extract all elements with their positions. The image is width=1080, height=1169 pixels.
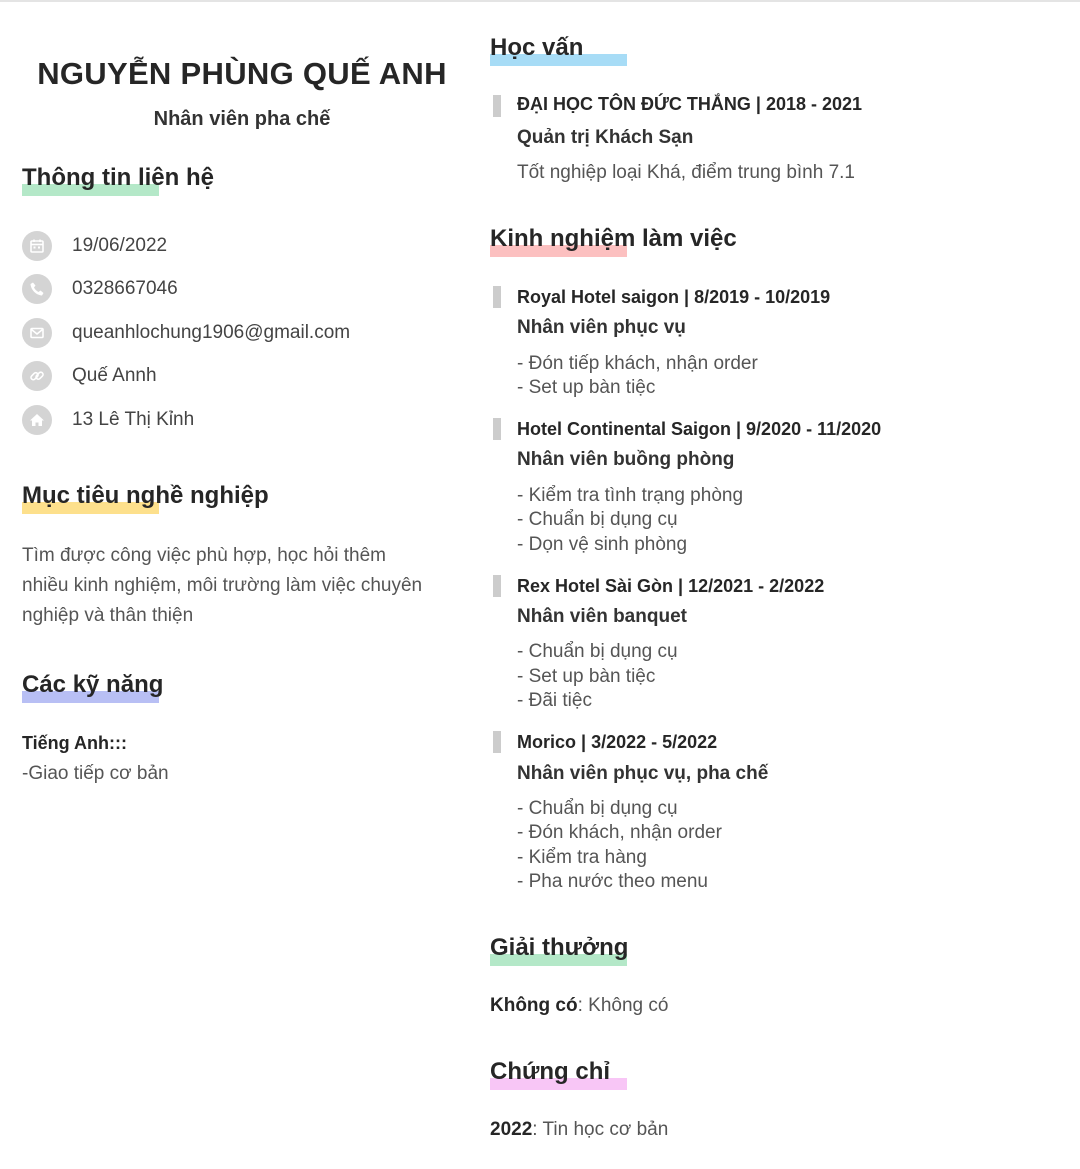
experience-company: Morico | 3/2022 - 5/2022 [517, 732, 718, 752]
certificate-year: 2022 [490, 1119, 533, 1140]
experience-role: Nhân viên banquet [517, 606, 687, 627]
education-school: ĐẠI HỌC TÔN ĐỨC THẮNG | 2018 - 2021 [517, 94, 863, 114]
awards-value: : Không có [577, 995, 669, 1016]
entry-marker [493, 95, 501, 117]
contact-address-row [22, 404, 194, 436]
objective-section-title: Mục tiêu nghề nghiệp [22, 482, 269, 510]
email-icon [22, 318, 52, 348]
experience-duty: - Chuẩn bị dụng cụ [517, 641, 678, 662]
contact-section-title: Thông tin liên hệ [22, 164, 214, 192]
contact-email-row [22, 317, 350, 349]
experience-company: Rex Hotel Sài Gòn | 12/2021 - 2/2022 [517, 576, 825, 596]
objective-line: Tìm được công việc phù hợp, học hỏi thêm [22, 545, 386, 566]
experience-duty: - Đón tiếp khách, nhận order [517, 353, 758, 374]
entry-marker [493, 731, 501, 753]
entry-marker [493, 418, 501, 440]
experience-role: Nhân viên buồng phòng [517, 449, 735, 470]
calendar-icon [22, 231, 52, 261]
education-major: Quản trị Khách Sạn [517, 127, 694, 148]
entry-marker [493, 286, 501, 308]
experience-duty: - Đón khách, nhận order [517, 822, 722, 843]
experience-duty: - Đãi tiệc [517, 690, 592, 711]
certificate-name: : Tin học cơ bản [532, 1119, 669, 1140]
contact-phone: 0328667046 [72, 278, 178, 299]
experience-duty: - Chuẩn bị dụng cụ [517, 798, 678, 819]
experience-duty: - Kiểm tra tình trạng phòng [517, 485, 744, 506]
awards-label: Không có [490, 995, 578, 1016]
objective-line: nghiệp và thân thiện [22, 605, 194, 626]
contact-date: 19/06/2022 [72, 235, 168, 256]
contact-link-row [22, 360, 157, 392]
contact-address: 13 Lê Thị Kỉnh [72, 409, 195, 430]
contact-date-row [22, 230, 167, 262]
experience-duty: - Set up bàn tiệc [517, 666, 656, 687]
home-icon [22, 405, 52, 435]
experience-company: Royal Hotel saigon | 8/2019 - 10/2019 [517, 287, 831, 307]
link-icon [22, 361, 52, 391]
education-note: Tốt nghiệp loại Khá, điểm trung bình 7.1 [517, 162, 856, 183]
phone-icon [22, 274, 52, 304]
awards-entry [490, 995, 668, 1017]
experience-duty: - Chuẩn bị dụng cụ [517, 509, 678, 530]
top-border [0, 0, 1080, 2]
experience-duty: - Set up bàn tiệc [517, 377, 656, 398]
candidate-name: NGUYỄN PHÙNG QUẾ ANH [37, 56, 447, 91]
skills-section-title: Các kỹ năng [22, 671, 163, 699]
experience-duty: - Pha nước theo menu [517, 871, 709, 892]
experience-section-title: Kinh nghiệm làm việc [490, 225, 737, 253]
experience-company: Hotel Continental Saigon | 9/2020 - 11/2020 [517, 419, 882, 439]
contact-email[interactable]: queanhlochung1906@gmail.com [72, 322, 351, 343]
experience-role: Nhân viên phục vụ [517, 317, 686, 338]
objective-line: nhiều kinh nghiệm, môi trường làm việc chuyên [22, 575, 423, 596]
skill-description: -Giao tiếp cơ bản [22, 763, 169, 784]
candidate-position: Nhân viên pha chế [153, 108, 331, 130]
certificates-section-title: Chứng chỉ [490, 1058, 610, 1086]
objective-text [22, 541, 442, 631]
education-section-title: Học vấn [490, 34, 583, 62]
awards-section-title: Giải thưởng [490, 934, 628, 962]
contact-link[interactable]: Quế Annh [72, 365, 157, 386]
contact-phone-row [22, 273, 178, 305]
certificate-entry [490, 1119, 668, 1141]
entry-marker [493, 575, 501, 597]
experience-role: Nhân viên phục vụ, pha chế [517, 763, 769, 784]
experience-duty: - Dọn vệ sinh phòng [517, 534, 688, 555]
skill-name: Tiếng Anh::: [22, 733, 127, 753]
experience-duty: - Kiểm tra hàng [517, 847, 647, 868]
